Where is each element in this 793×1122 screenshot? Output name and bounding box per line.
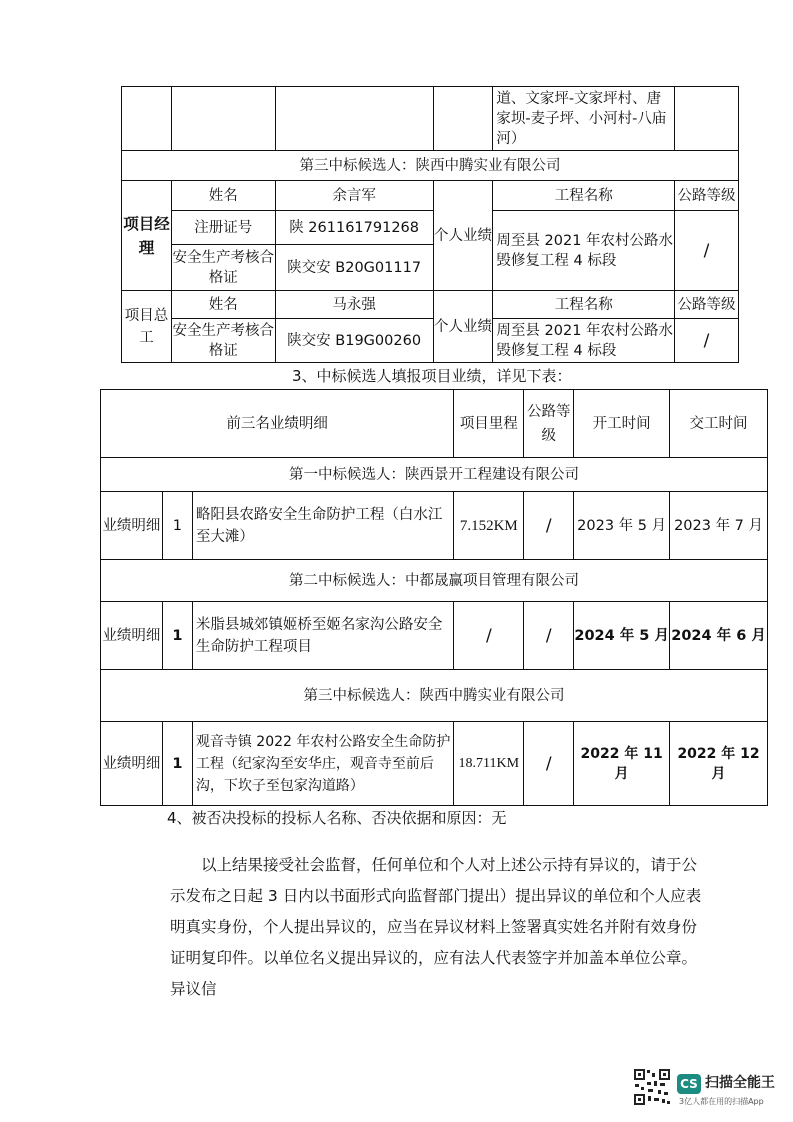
- group2-mileage: /: [454, 602, 524, 670]
- safety-cert-label-2: 安全生产考核合格证: [171, 319, 275, 363]
- chief-road-grade: /: [675, 319, 739, 363]
- header-mileage: 项目里程: [454, 390, 524, 458]
- candidate-personnel-table: [121, 86, 739, 363]
- group2-project: 米脂县城郊镇姬桥至姬名家沟公路安全生命防护工程项目: [192, 602, 453, 670]
- project-name-label: 工程名称: [493, 181, 675, 211]
- group3-title: 第三中标候选人：陕西中腾实业有限公司: [101, 670, 768, 722]
- group3-start: 2022 年 11 月: [574, 722, 670, 806]
- watermark: [633, 1068, 785, 1112]
- notice-paragraph: 以上结果接受社会监督，任何单位和个人对上述公示持有异议的，请于公示发布之日起 3 日内以书面形式向监督部门提出）提出异议的单位和个人应表明真实身份，个人提出异议的，应当在异议材料上签署真实姓名并附有效身份证明复印件。以单位名义提出异议的，应有法人代表签字并加盖本单位公章。异议信: [170, 856, 702, 998]
- group1-title: 第一中标候选人：陕西景开工程建设有限公司: [101, 458, 768, 492]
- name-label-2: 姓名: [171, 291, 275, 319]
- road-grade-label: 公路等级: [675, 181, 739, 211]
- chief-name: 马永强: [275, 291, 433, 319]
- group1-project: 略阳县农路安全生命防护工程（白水江至大滩）: [192, 492, 453, 560]
- header-detail: 前三名业绩明细: [101, 390, 454, 458]
- item3-heading: 3、中标候选人填报项目业绩，详见下表：: [292, 367, 572, 385]
- third-candidate-title: 第三中标候选人：陕西中腾实业有限公司: [122, 151, 739, 181]
- qr-code-icon: [633, 1068, 671, 1106]
- header-end: 交工时间: [670, 390, 768, 458]
- group1-mileage: 7.152KM: [454, 492, 524, 560]
- group3-grade: /: [524, 722, 574, 806]
- continued-project-text: 道、文家坪-文家坪村、唐家坝-麦子坪、小河村-八庙河）: [493, 87, 675, 151]
- group1-grade: /: [524, 492, 574, 560]
- name-label: 姓名: [171, 181, 275, 211]
- cs-badge-icon: CS: [677, 1074, 701, 1094]
- pm-safety-cert: 陕交安 B20G01117: [275, 245, 433, 291]
- pm-road-grade: /: [675, 211, 739, 291]
- group3-end: 2022 年 12 月: [670, 722, 768, 806]
- group3-project: 观音寺镇 2022 年农村公路安全生命防护工程（纪家沟至安华庄，观音寺至前后沟，下坎子至包家沟道路）: [192, 722, 453, 806]
- chief-engineer-label: 项目总工: [122, 291, 172, 363]
- group2-start: 2024 年 5 月: [574, 602, 670, 670]
- chief-safety-cert: 陕交安 B19G00260: [275, 319, 433, 363]
- road-grade-label-2: 公路等级: [675, 291, 739, 319]
- safety-cert-label: 安全生产考核合格证: [171, 245, 275, 291]
- pm-reg-number: 陕 261161791268: [275, 211, 433, 245]
- header-start: 开工时间: [574, 390, 670, 458]
- project-manager-label: 项目经理: [122, 181, 172, 291]
- item4-rejected: 4、被否决投标的投标人名称、否决依据和原因：无: [167, 809, 507, 827]
- group2-grade: /: [524, 602, 574, 670]
- group2-label: 业绩明细: [101, 602, 163, 670]
- group3-mileage: 18.711KM: [454, 722, 524, 806]
- reg-label: 注册证号: [171, 211, 275, 245]
- group2-title: 第二中标候选人：中都晟赢项目管理有限公司: [101, 560, 768, 602]
- project-name-label-2: 工程名称: [493, 291, 675, 319]
- group1-no: 1: [162, 492, 192, 560]
- brand-slogan: 3亿人都在用的扫描App: [679, 1097, 764, 1106]
- group2-end: 2024 年 6 月: [670, 602, 768, 670]
- group3-no: 1: [162, 722, 192, 806]
- chief-project-name: 周至县 2021 年农村公路水毁修复工程 4 标段: [493, 319, 675, 363]
- pm-project-name: 周至县 2021 年农村公路水毁修复工程 4 标段: [493, 211, 675, 291]
- header-grade: 公路等级: [524, 390, 574, 458]
- group1-start: 2023 年 5 月: [574, 492, 670, 560]
- group2-no: 1: [162, 602, 192, 670]
- group1-end: 2023 年 7 月: [670, 492, 768, 560]
- brand-name: 扫描全能王: [705, 1075, 775, 1091]
- personal-performance-label: 个人业绩: [433, 181, 493, 291]
- performance-table: [100, 389, 768, 806]
- group1-label: 业绩明细: [101, 492, 163, 560]
- group3-label: 业绩明细: [101, 722, 163, 806]
- personal-performance-label-2: 个人业绩: [433, 291, 493, 363]
- pm-name: 余言军: [275, 181, 433, 211]
